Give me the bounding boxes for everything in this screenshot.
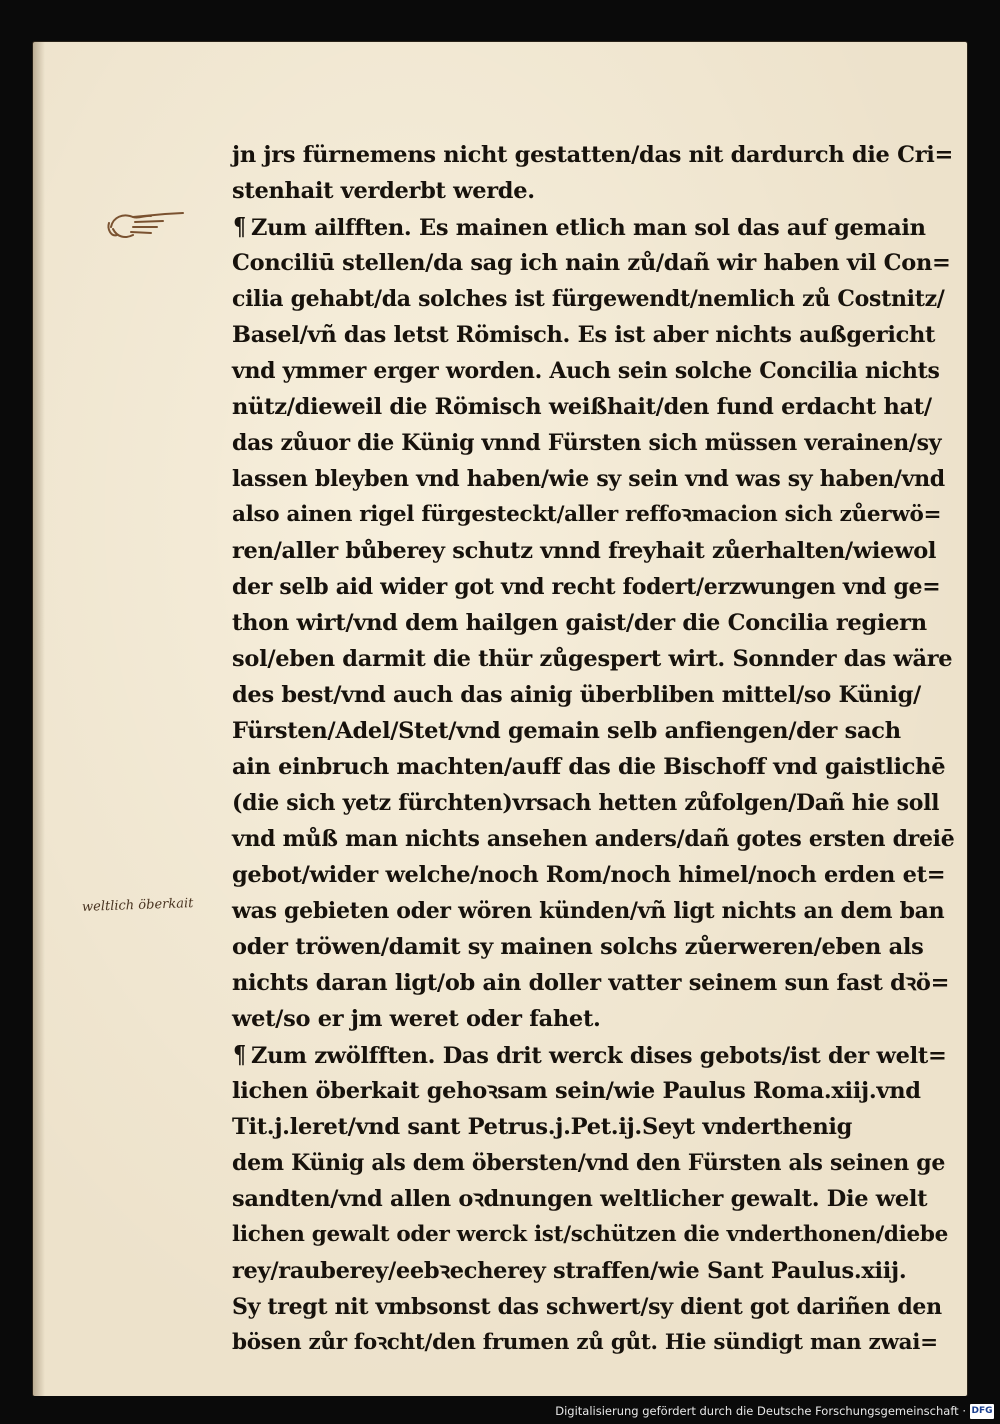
text-line (232, 497, 954, 533)
handwritten-margin-note: weltlich öberkait (81, 896, 194, 915)
line-text: gebot/wider welche/noch Rom/noch himel/noch erden et= (232, 862, 946, 888)
text-line (232, 1109, 954, 1145)
text-line (232, 1217, 954, 1253)
text-line (232, 1325, 954, 1361)
text-line (232, 641, 954, 677)
text-line (232, 317, 954, 353)
line-text: jn jrs fürnemens nicht gestatten/das nit dardurch die Cri= (232, 142, 954, 168)
text-line (232, 1001, 954, 1037)
text-line (232, 173, 954, 209)
text-line (232, 425, 954, 461)
text-line (232, 821, 954, 857)
text-line (232, 389, 954, 425)
line-text: Basel/vñ das letst Römisch. Es ist aber nichts außgericht (232, 322, 936, 348)
line-text: Zum zwölfften. Das drit werck dises gebots/ist der welt= (250, 1043, 947, 1069)
text-line (232, 569, 954, 605)
text-line (232, 533, 954, 569)
line-text: des best/vnd auch das ainig überbliben mittel/so Künig/ (232, 682, 921, 708)
line-text: oder tröwen/damit sy mainen solchs zůerweren/eben als (232, 934, 924, 960)
text-line (232, 137, 954, 173)
line-text: Sy tregt nit vmbsonst das schwert/sy dient got dariñen den (232, 1294, 942, 1320)
paragraph (232, 1037, 954, 1361)
line-text: wet/so er jm weret oder fahet. (232, 1006, 601, 1032)
line-text: (die sich yetz fürchten)vrsach hetten zůfolgen/Dañ hie soll (232, 790, 940, 816)
text-line (232, 245, 954, 281)
dfg-logo: DFG (970, 1404, 994, 1419)
line-text: cilia gehabt/da solches ist fürgewendt/nemlich zů Costnitz/ (232, 286, 945, 312)
text-line (232, 965, 954, 1001)
line-text: Zum ailfften. Es mainen etlich man sol das auf gemain (250, 215, 926, 241)
text-line (232, 1037, 954, 1073)
pilcrow-mark: ¶ (233, 1040, 246, 1069)
line-text: ren/aller bůberey schutz vnnd freyhait zůerhalten/wiewol (232, 538, 937, 564)
text-line (232, 281, 954, 317)
text-line (232, 713, 954, 749)
text-line (232, 1073, 954, 1109)
line-text: Fürsten/Adel/Stet/vnd gemain selb anfiengen/der sach (232, 718, 901, 744)
line-text: sol/eben darmit die thür zůgespert wirt. Sonnder das wäre (232, 646, 953, 672)
line-text: lassen bleyben vnd haben/wie sy sein vnd was sy haben/vnd (232, 466, 945, 492)
line-text: der selb aid wider got vnd recht fodert/erzwungen vnd ge= (232, 574, 941, 600)
line-text: vnd ymmer erger worden. Auch sein solche Concilia nichts (232, 358, 940, 384)
text-line (232, 353, 954, 389)
line-text: nütz/dieweil die Römisch weißhait/den fund erdacht hat/ (232, 394, 932, 420)
line-text: rey/rauberey/eebꝛecherey straffen/wie Sant Paulus.xiij. (232, 1258, 907, 1284)
text-line (232, 893, 954, 929)
line-text: lichen öberkait gehoꝛsam sein/wie Paulus Roma.xiij.vnd (232, 1078, 921, 1104)
printed-text-block (232, 137, 954, 1361)
text-line (232, 1181, 954, 1217)
line-text: thon wirt/vnd dem hailgen gaist/der die Concilia regiern (232, 610, 927, 636)
line-text: Conciliū stellen/da sag ich nain zů/dañ wir haben vil Con= (232, 250, 951, 276)
line-text: dem Künig als dem öbersten/vnd den Fürsten als seinen ge (232, 1150, 946, 1176)
line-text: Tit.j.leret/vnd sant Petrus.j.Pet.ij.Seyt vnderthenig (232, 1114, 853, 1140)
line-text: lichen gewalt oder werck ist/schützen die vnderthonen/diebe (232, 1222, 949, 1247)
footer-credit: Digitalisierung gefördert durch die Deutsche Forschungsgemeinschaft · (555, 1404, 966, 1418)
line-text: ain einbruch machten/auff das die Bischoff vnd gaistlichē (232, 754, 946, 780)
text-line (232, 749, 954, 785)
line-text: bösen zůr foꝛcht/den frumen zů gůt. Hie sündigt man zwai= (232, 1330, 938, 1355)
paragraph (232, 209, 954, 1037)
line-text: nichts daran ligt/ob ain doller vatter seinem sun fast dꝛö= (232, 970, 950, 996)
pointing-hand-manicule-icon (103, 205, 189, 245)
text-line (232, 605, 954, 641)
pilcrow-mark: ¶ (233, 212, 246, 241)
text-line (232, 785, 954, 821)
line-text: das zůuor die Künig vnnd Fürsten sich müssen verainen/sy (232, 430, 942, 456)
text-line (232, 929, 954, 965)
text-line (232, 1289, 954, 1325)
line-text: also ainen rigel fürgesteckt/aller reffoꝛmacion sich zůerwö= (232, 502, 942, 527)
text-line (232, 857, 954, 893)
text-line (232, 677, 954, 713)
paragraph (232, 137, 954, 209)
line-text: stenhait verderbt werde. (232, 178, 535, 204)
line-text: vnd můß man nichts ansehen anders/dañ gotes ersten dreiē (232, 826, 955, 852)
line-text: was gebieten oder wören künden/vñ ligt nichts an dem ban (232, 898, 945, 924)
page-binding-shadow (33, 42, 45, 1396)
line-text: sandten/vnd allen oꝛdnungen weltlicher gewalt. Die welt (232, 1186, 928, 1212)
text-line (232, 1145, 954, 1181)
text-line (232, 461, 954, 497)
text-line (232, 1253, 954, 1289)
text-line (232, 209, 954, 245)
